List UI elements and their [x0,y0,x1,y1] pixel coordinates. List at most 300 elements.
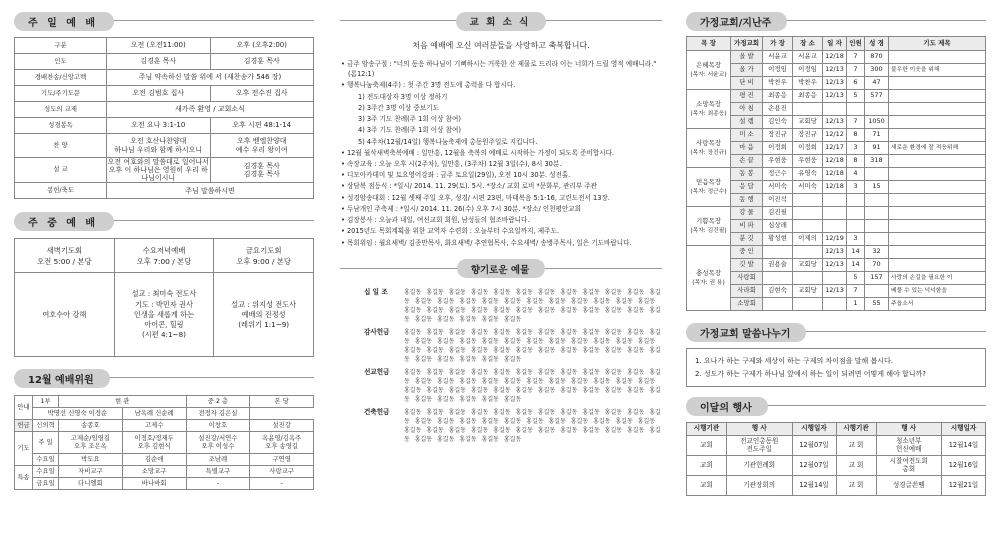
home-cell: 깃 발 [731,259,763,272]
home-group-leader: (목자: 최종응) [690,110,727,117]
home-cell: 장진규 [763,129,793,142]
offerings-heading [340,256,662,282]
home-row [687,77,986,90]
news-item: • 목회위임 : 월요새벽/ 김종만목사, 화요새벽/ 추연협목사, 수요새벽/ 송병주목사, 일은 기도바랍니다. [341,238,632,247]
servants-row [15,478,314,490]
servants-row [15,432,314,454]
home-cell: 서미숙 [793,181,823,194]
home-row [687,155,986,168]
home-cell: 소망회 [731,298,763,311]
weekday-service-time: 오후 9:00 / 본당 [236,256,291,266]
home-title: 가정교회/지난주 [686,12,787,31]
offering-names: 홍길동 홍길동 홍길동 홍길동 홍길동 홍길동 홍길동 홍길동 홍길동 홍길동 홍길동 홍길동 홍길동 홍길동 홍길동 홍길동 홍길동 홍길동 홍길동 홍길동 홍길동 홍길동 홍길동 홍길동 홍길동 홍길동 홍길동 홍길동 홍길동 홍길동 홍길동 홍길동 홍길동 홍길동 홍길동 홍길동 홍길동 홍길동 홍길동 홍길동 [404,288,661,323]
events-cell: 전교인총동원 전도주일 [727,436,793,456]
home-group [687,168,731,207]
news-item: • 속장교육 : 오늘 오후 시(2주차), 일만흥, (3주차) 12월 3일(수), 8시 30분. [341,159,562,168]
home-cell [865,220,889,233]
home-cell [889,51,986,64]
offering-category: 선교헌금 [364,367,390,376]
home-cell: 12/18 [823,51,847,64]
home-cell [847,103,865,116]
home-cell: 주옵소서 [889,298,986,311]
worship-row [15,183,314,199]
home-cell: 12/13 [823,64,847,77]
events-cell: 12월07일 [792,456,836,476]
talk-question: 1. 요나가 하는 구제와 세상이 하는 구제의 차이점을 말해 봅시다. [695,357,893,365]
home-row [687,168,986,181]
servants-row [15,466,314,478]
home-col-header: 가정교회 [731,37,763,51]
events-cell: 기관헌례회 [727,456,793,476]
home-cell: 91 [865,142,889,155]
home-cell: 황성현 [763,233,793,246]
home-group [687,90,731,129]
worship-row-afternoon: 김경훈 목사 김경훈 목사 [210,158,314,183]
news-item: 3) 3주 기도 찬례(주 1회 이상 참여) [358,115,461,124]
events-cell: 성경글쓴뗌 [876,476,942,496]
events-cell: 12월14일 [792,476,836,496]
weekday-service-time: 오후 7:00 / 본당 [136,256,192,266]
news-item: • 2015년도 목회계획을 위한 교역자 수련회 : 오늘부터 수요일까지, 제주도. [341,227,559,236]
home-cell: 최종응 [793,90,823,103]
news-item: • 김장봉사 : 오늘과 내일, 여선교회 회원, 남성들의 협조바랍니다. [341,216,530,225]
home-cell [793,298,823,311]
home-cell: 베풀 수 있는 넉넉함을 [889,285,986,298]
events-heading [686,393,986,419]
home-group-name: 은혜목장 [695,60,722,69]
servants-guide-label: 안내 [15,396,33,420]
home-cell [889,259,986,272]
worship-row-morning: 오전 요나 3:1-10 [107,118,211,134]
home-group [687,246,731,311]
home-row [687,285,986,298]
worship-row-afternoon: 오후 시편 48:1-14 [210,118,314,134]
home-cell: 71 [865,129,889,142]
home-cell: 심상래 [763,220,793,233]
home-cell [793,207,823,220]
home-row [687,246,986,259]
events-row [687,456,986,476]
events-cell: 12월07일 [792,436,836,456]
home-group-name: 사랑목장 [695,138,722,147]
home-cell [847,207,865,220]
servants-guide: 전정자 김은실 [186,408,250,420]
worship-row [15,70,314,86]
events-row [687,476,986,496]
home-cell [865,168,889,181]
news-list [340,59,662,248]
home-cell: 7 [847,285,865,298]
home-cell [889,181,986,194]
worship-table [14,37,314,199]
home-cell [763,246,793,259]
talk-heading [686,319,986,345]
home-heading [686,8,986,34]
weekday-service-head [114,239,214,273]
home-cell: 5 [847,272,865,285]
weekday-service-time: 오전 5:00 / 본당 [36,256,92,266]
home-cell: 올 가 [731,64,763,77]
news-item: • 상담복 점등식 : *일시/ 2014. 11. 29(토). 5시. *장소/ 교회 로비 *문화부, 관리부 주관 [341,182,598,191]
home-cell: 12/18 [823,168,847,181]
worship-row-label: 인도 [15,54,107,70]
home-cell: 47 [865,77,889,90]
home-row [687,103,986,116]
news-heading [340,8,662,34]
home-cell: 1050 [865,116,889,129]
home-row [687,259,986,272]
home-cell [793,103,823,116]
worship-row-label: 봉헌/축도 [15,183,107,199]
servants-guide: 남옥례 신순례 [122,408,186,420]
home-cell: 318 [865,155,889,168]
events-col-header: 시행기관 [836,423,876,436]
events-title: 이달의 행사 [686,397,768,416]
news-item: • 행복나눔축제(4주) : 첫 주간 3명 전도에 총력을 다 합시다. [341,81,516,90]
servants-special-wed: 특별교구 [186,466,250,478]
home-cell: 3 [847,181,865,194]
servants-heading [14,365,314,391]
servants-special-wed: 자비교구 [59,466,123,478]
servants-prayer-wed: 구연영 [250,454,314,466]
home-cell: 14 [847,246,865,259]
events-cell: 청소년부 헌신예배 [876,436,942,456]
worship-row [15,54,314,70]
news-item: 5) 4주차(12월/14일) 행복나눔축제에 총동원주일로 지킵니다. [358,137,538,146]
servants-offering: 설진강 [250,420,314,432]
events-cell: 교 회 [836,456,876,476]
home-cell [889,90,986,103]
offering-row [364,288,662,324]
home-cell: 사랑회 [731,272,763,285]
home-cell [889,207,986,220]
home-cell: 8 [847,155,865,168]
servants-row [15,396,314,408]
home-cell: 32 [865,246,889,259]
home-cell: 5 [847,90,865,103]
home-cell: 김현숙 [763,285,793,298]
home-cell [889,194,986,207]
weekday-service-head [214,239,314,273]
news-item: • 금주 암송구절 : "너의 동응 하나님이 기뻐하시는 거룩한 산 제물로 드리라 이는 너희가 드릴 영적 예배니라."(롬12:1) [341,60,657,79]
home-cell: 교회당 [793,259,823,272]
home-cell: 단 비 [731,77,763,90]
talk-question: 2. 성도가 하는 구제가 하나님 앞에서 하는 일이 되려면 어떻게 해야 합니까? [695,369,926,378]
worship-row-value: 주님 말씀하시면 [107,183,314,199]
weekday-title: 주 중 예 배 [14,212,114,231]
news-item: 4) 3주 기도 찬례(주 1회 이상 참여) [358,126,461,135]
offering-names: 홍길동 홍길동 홍길동 홍길동 홍길동 홍길동 홍길동 홍길동 홍길동 홍길동 홍길동 홍길동 홍길동 홍길동 홍길동 홍길동 홍길동 홍길동 홍길동 홍길동 홍길동 홍길동 홍길동 홍길동 홍길동 홍길동 홍길동 홍길동 홍길동 홍길동 홍길동 홍길동 홍길동 홍길동 홍길동 홍길동 홍길동 홍길동 홍길동 홍길동 [404,408,661,443]
worship-row-afternoon: 오후 (오후2:00) [210,38,314,54]
events-col-header: 시행일자 [792,423,836,436]
weekday-service-name: 새벽기도회 [46,245,83,255]
home-church-table [686,36,986,311]
home-cell: 12/17 [823,142,847,155]
home-cell: 사랑의 손길을 필요한 이 [889,272,986,285]
news-title: 교 회 소 식 [456,12,547,31]
home-cell: 교회당 [793,116,823,129]
home-cell: 설 렘 [731,116,763,129]
home-cell: 사라회 [731,285,763,298]
home-col-header: 기도 제목 [889,37,986,51]
events-cell: 교회 [687,436,727,456]
home-cell: 7 [847,116,865,129]
servants-offering: 고제수 [122,420,186,432]
events-row [687,436,986,456]
worship-row-morning: 김경훈 목사 [107,54,211,70]
home-cell: 올 밭 [731,51,763,64]
servants-prayer-sun: 고제순/임영길 오후 조은옥 [59,432,123,454]
servants-special-sub: 수요일 [33,466,59,478]
home-cell: 우현웅 [793,155,823,168]
home-group-name: 기쁨목장 [695,216,722,225]
home-row [687,233,986,246]
home-cell: 동 봉 [731,168,763,181]
offering-names: 홍길동 홍길동 홍길동 홍길동 홍길동 홍길동 홍길동 홍길동 홍길동 홍길동 홍길동 홍길동 홍길동 홍길동 홍길동 홍길동 홍길동 홍길동 홍길동 홍길동 홍길동 홍길동 홍길동 홍길동 홍길동 홍길동 홍길동 홍길동 홍길동 홍길동 홍길동 홍길동 홍길동 홍길동 홍길동 홍길동 홍길동 홍길동 홍길동 홍길동 [404,328,661,363]
worship-row [15,158,314,183]
home-group-leader: (목자: 장진규) [690,149,727,156]
worship-row-label: 기도/주기도문 [15,86,107,102]
home-cell: 아 침 [731,103,763,116]
home-cell: 12/18 [823,181,847,194]
home-cell: 이정임 [793,64,823,77]
servants-special-fri: - [250,478,314,490]
home-group [687,51,731,90]
home-cell: 불우한 이웃을 위해 [889,64,986,77]
worship-row [15,38,314,54]
home-cell: 12/12 [823,129,847,142]
home-cell: 3 [847,233,865,246]
events-table [686,422,986,496]
offering-row [364,328,662,364]
news-item: • 12월 월삭새벽축복예배 : 일만흥, 12월을 축복의 예배로 시작하는 가정이 되도록 준비합시다. [341,148,615,157]
home-cell [823,103,847,116]
events-cell: 교회 [687,476,727,496]
home-cell: 이제의 [793,233,823,246]
offering-row [364,368,662,404]
home-row [687,207,986,220]
servants-special-fri: - [186,478,250,490]
news-item: 2) 3주간 3명 이상 중보기도 [358,103,439,112]
home-cell: 유영숙 [793,168,823,181]
home-cell [889,116,986,129]
home-cell: 박찬우 [793,77,823,90]
servants-special-label: 특송 [15,466,33,490]
servants-offering: 신의혁 [33,420,59,432]
home-cell: 12/13 [823,259,847,272]
home-cell: 12/13 [823,285,847,298]
home-cell: 6 [847,77,865,90]
home-cell [763,298,793,311]
home-group-leader: (목자: 김진필) [690,227,727,234]
home-cell [889,103,986,116]
welcome-text: 처음 예배에 오신 여러분들을 사랑하고 축복합니다. [412,41,590,50]
home-cell: 미 소 [731,129,763,142]
home-group [687,207,731,246]
home-cell: 분 깃 [731,233,763,246]
worship-row-label: 구분 [15,38,107,54]
events-col-header: 시행기관 [687,423,727,436]
home-row [687,220,986,233]
events-cell: 기관장회의 [727,476,793,496]
worship-heading [14,8,314,34]
worship-row [15,102,314,118]
talk-title: 가정교회 말씀나누기 [686,323,806,342]
home-col-header: 인원 [847,37,865,51]
home-row [687,64,986,77]
home-cell: 12/13 [823,77,847,90]
home-row [687,181,986,194]
home-cell: 이정임 [763,64,793,77]
events-col-header: 행 사 [727,423,793,436]
home-cell: 3 [847,142,865,155]
home-cell [889,220,986,233]
news-item: 1) 전도대상자 3명 이상 정하기 [358,92,448,101]
home-col-header: 장 소 [793,37,823,51]
home-cell: 1 [847,298,865,311]
home-cell: 12/13 [823,90,847,103]
home-cell [823,272,847,285]
home-cell: 7 [847,51,865,64]
home-cell: 577 [865,90,889,103]
worship-row-label: 설 교 [15,158,107,183]
home-cell: 최종응 [763,90,793,103]
home-cell [823,194,847,207]
home-header-row [687,37,986,51]
events-cell: 시찰여전도회 총회 [876,456,942,476]
home-cell: 김진필 [763,207,793,220]
home-group-name: 믿음목장 [695,177,722,186]
servants-offering: 이창호 [186,420,250,432]
weekday-heading [14,208,314,234]
worship-row-label: 찬 양 [15,134,107,158]
servants-hdr: 현 관 [59,396,187,408]
weekday-service-detail: 설교 : 최미숙 전도사 기도 : 박민자 권사 인생을 새롭게 하는 아이콘, 힐링 (시편 4:1~8) [114,273,214,357]
servants-prayer-sub: 수요일 [33,454,59,466]
events-cell: 교회 [687,456,727,476]
servants-special-fri: 바나바회 [122,478,186,490]
servants-prayer-sun: 옥윤영/김옥주 오후 송영길 [250,432,314,454]
home-cell: 157 [865,272,889,285]
home-cell [865,194,889,207]
home-cell: 강 물 [731,207,763,220]
worship-row-afternoon: 김경훈 목사 [210,54,314,70]
worship-row-morning: 오전 (오전11:00) [107,38,211,54]
worship-row-afternoon: 오후 전수진 집사 [210,86,314,102]
home-cell [889,155,986,168]
servants-guide: 박명선 신영숙 이정순 [33,408,123,420]
home-cell [847,220,865,233]
worship-row-label: 성경봉독 [15,118,107,134]
middle-column [340,0,662,552]
home-cell: 평 진 [731,90,763,103]
worship-row-label: 성도의 교제 [15,102,107,118]
home-cell: 장진규 [793,129,823,142]
home-cell [793,272,823,285]
servants-row [15,454,314,466]
home-cell: 300 [865,64,889,77]
servants-prayer-wed: 박도요 [59,454,123,466]
worship-row-morning: 오전 호산나찬양대 하나님 우리와 함께 하시오니 [107,134,211,158]
worship-row [15,86,314,102]
news-item: • 두남개인 주축제 : *일시/ 2014. 11. 26(수) 오후 7시 30분. *장소/ 인천평안교회 [341,204,582,213]
worship-row-afternoon: 오후 벧엘찬양대 예수 우리 왕이여 [210,134,314,158]
offering-names: 홍길동 홍길동 홍길동 홍길동 홍길동 홍길동 홍길동 홍길동 홍길동 홍길동 홍길동 홍길동 홍길동 홍길동 홍길동 홍길동 홍길동 홍길동 홍길동 홍길동 홍길동 홍길동 홍길동 홍길동 홍길동 홍길동 홍길동 홍길동 홍길동 홍길동 홍길동 홍길동 홍길동 홍길동 홍길동 홍길동 홍길동 홍길동 홍길동 홍길동 [404,368,661,403]
home-group-leader: (목자: 권 용) [692,279,725,286]
home-cell: 15 [865,181,889,194]
home-cell: 이정희 [793,142,823,155]
home-cell: 정근수 [763,168,793,181]
home-cell: 870 [865,51,889,64]
home-cell: 교회당 [793,285,823,298]
servants-prayer-wed: 김순애 [122,454,186,466]
servants-hdr: 중 2 층 [186,396,250,408]
servants-special-wed: 소망교구 [122,466,186,478]
offering-category: 십 일 조 [364,287,388,296]
home-row [687,272,986,285]
events-cell: 교 회 [836,436,876,456]
home-cell [847,194,865,207]
worship-row [15,134,314,158]
home-cell: 7 [847,64,865,77]
events-cell: 교 회 [836,476,876,496]
home-row [687,298,986,311]
offerings-title: 향기로운 예물 [457,259,545,278]
home-col-header: 가 장 [763,37,793,51]
home-cell: 8 [847,129,865,142]
home-cell: 서미숙 [763,181,793,194]
worship-row [15,118,314,134]
events-col-header: 시행일자 [942,423,986,436]
home-cell [889,168,986,181]
weekday-service-name: 수요저녁예배 [142,245,186,255]
home-cell: 새로운 환경에 잘 적응위해 [889,142,986,155]
events-col-header: 행 사 [876,423,942,436]
home-group-name: 소망목장 [695,99,722,108]
home-row [687,194,986,207]
home-col-header: 일 자 [823,37,847,51]
weekday-service-name: 금요기도회 [245,245,282,255]
home-cell: 비 파 [731,220,763,233]
home-cell: 손용진 [763,103,793,116]
home-cell [889,77,986,90]
events-cell: 12월21일 [942,476,986,496]
servants-special-wed: 사랑교구 [250,466,314,478]
home-cell [823,298,847,311]
servants-hdr: 본 당 [250,396,314,408]
home-cell: 손 끝 [731,155,763,168]
servants-hdr: 1부 [33,396,59,408]
worship-row-label: 경배찬송/신앙고백 [15,70,107,86]
servants-prayer-sun: 이정호/정재두 오후 김현식 [122,432,186,454]
home-cell [823,220,847,233]
servants-table [14,395,314,490]
home-row [687,142,986,155]
offering-category: 감사헌금 [364,327,390,336]
home-cell [865,285,889,298]
home-cell: 12/13 [823,116,847,129]
home-row [687,116,986,129]
servants-offering-label: 헌금 [15,420,33,432]
home-cell [889,233,986,246]
servants-prayer-label: 기도 [15,432,33,466]
home-cell [793,246,823,259]
home-cell [889,246,986,259]
news-item: • 성경암송대회 : 12월 셋째 주일 오후, 성경/ 시편 23편, 마태복음 5:1-16, 고린도전서 13장. [341,193,610,202]
servants-row [15,408,314,420]
home-cell: 이진석 [763,194,793,207]
home-cell: 이정희 [763,142,793,155]
